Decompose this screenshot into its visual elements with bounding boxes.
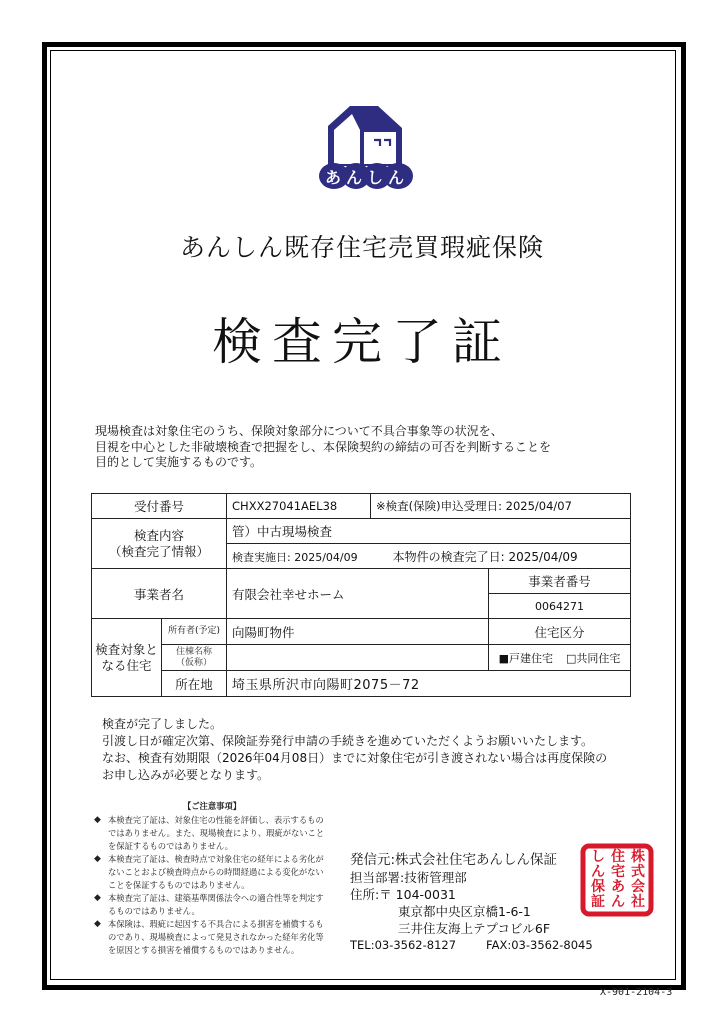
checkbox-detached-house: ■戸建住宅 (498, 651, 554, 665)
building-name-label: 住棟名称 （仮称） (162, 645, 227, 671)
owner-value: 向陽町物件 (227, 619, 489, 645)
application-date: ※検査(保険)申込受理日: 2025/04/07 (371, 494, 631, 519)
logo-text: あんしん (324, 168, 409, 187)
completion-notice (102, 716, 662, 784)
business-name: 有限会社幸せホーム (227, 569, 489, 619)
business-number: 0064271 (489, 594, 631, 619)
intro-line: 目的として実施するものです。 (95, 455, 263, 469)
diamond-bullet-icon: ◆ (94, 893, 101, 903)
table-row-business (92, 569, 631, 594)
issuer-contact (350, 937, 650, 954)
inspection-dates (227, 544, 631, 569)
intro-line: 現場検査は対象住宅のうち、保険対象部分について不具合事象等の状況を、 (95, 424, 503, 438)
intro-line: 目視を中心とした非破壊検査で把握をし、本保険契約の締結の可否を判断することを (95, 439, 552, 454)
housing-type-label: 住宅区分 (489, 619, 631, 645)
diamond-bullet-icon: ◆ (94, 854, 101, 864)
precaution-item: ◆ 本検査完了証は、対象住宅の性能を評価し、表示するものではありません。また、現場検査により、瑕疵がないことを保証するものではありません。 (94, 815, 325, 851)
address-value: 埼玉県所沢市向陽町2075－72 (227, 671, 631, 697)
anshin-logo (312, 104, 418, 192)
business-label: 事業者名 (92, 569, 227, 619)
issuer-address-1: 東京都中央区京橋1-6-1 (398, 904, 531, 919)
business-number-label: 事業者番号 (489, 569, 631, 594)
notice-line: お申し込みが必要となります。 (102, 768, 270, 782)
precautions (94, 800, 330, 957)
insurance-name: あんしん既存住宅売買瑕疵保険 (179, 233, 544, 262)
document-code: X-901-2104-3 (600, 987, 673, 998)
housing-type-options (489, 645, 631, 671)
unchecked-box-icon: □ (566, 651, 577, 665)
owner-label: 所有者(予定) (162, 619, 227, 645)
issuer-name: 発信元:株式会社住宅あんしん保証 (350, 852, 558, 868)
building-name-value (227, 645, 489, 671)
checked-box-icon: ■ (498, 651, 510, 665)
reception-label: 受付番号 (92, 494, 227, 519)
table-row-address (92, 671, 631, 697)
table-row-inspection (92, 519, 631, 544)
checkbox-apartment: □共同住宅 (566, 651, 621, 665)
target-housing-label: 検査対象と なる住宅 (92, 619, 162, 697)
inspection-type: 管）中古現場検査 (227, 519, 631, 544)
notice-line: 引渡し日が確定次第、保険証券発行申請の手続きを進めていただくようお願いいたします。 (102, 734, 594, 748)
precaution-item: ◆ 本検査完了証は、建築基準関係法令への適合性等を判定するものではありません。 (94, 893, 324, 916)
precautions-heading: 【ご注意事項】 (182, 801, 242, 811)
precaution-item: ◆ 本保険は、瑕疵に起因する不具合による損害を補償するものであり、現場検査によって発見されなかった経年劣化等を原因とする損害を補償するものではありません。 (94, 919, 324, 955)
issuer-fax: FAX:03-3562-8045 (486, 938, 593, 952)
address-label: 所在地 (162, 671, 227, 697)
company-seal-stamp: 株 式 会 社 住 宅 あ ん し ん 保 証 (580, 843, 654, 917)
table-row-owner (92, 619, 631, 645)
table-row-building-name (92, 645, 631, 671)
inspection-date: 検査実施日: 2025/04/09 (232, 550, 358, 564)
inspection-label: 検査内容 （検査完了情報） (92, 519, 227, 569)
page-title: 検査完了証 (212, 313, 512, 371)
reception-number: CHXX27041AEL38 (227, 494, 371, 519)
issuer-address-2: 三井住友海上テプコビル6F (398, 921, 551, 936)
issuer-postal: 住所:〒 104-0031 (350, 887, 456, 902)
completion-date: 本物件の検査完了日: 2025/04/09 (392, 549, 578, 564)
issuer-tel: TEL:03-3562-8127 (350, 938, 457, 952)
intro-text (95, 424, 615, 471)
precaution-item: ◆ 本検査完了証は、検査時点で対象住宅の経年による劣化がないことおよび検査時点からの時間経過による変化がないことを保証するものではありません。 (94, 854, 324, 890)
notice-line: 検査が完了しました。 (102, 717, 223, 731)
notice-line: なお、検査有効期限（2026年04月08日）までに対象住宅が引き渡されない場合は再度保険の (102, 751, 608, 765)
diamond-bullet-icon: ◆ (94, 919, 101, 929)
diamond-bullet-icon: ◆ (94, 815, 101, 825)
issuer-department: 担当部署:技術管理部 (350, 870, 467, 885)
table-row-reception (92, 494, 631, 519)
inspection-info-table (91, 493, 631, 697)
